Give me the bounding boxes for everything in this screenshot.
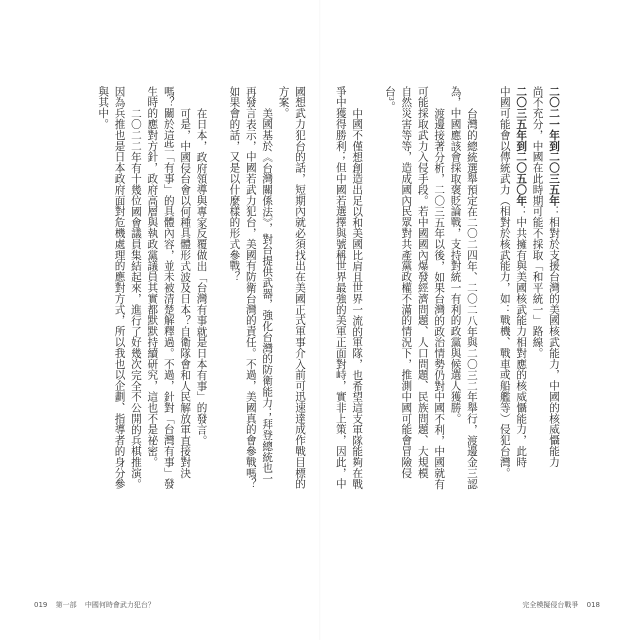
text-line: 美國基於《台灣關係法》，對台提供武器，強化台灣的防衛能力；拜登總統也一 [261, 108, 274, 485]
text-line: 為，中國應該會採取褒貶論戰，支持對統一有利的政黨與候選人獲勝。 [449, 86, 462, 424]
section-heading: 二〇三五年到二〇五〇年 [515, 86, 528, 206]
text-line: 台灣的總統選舉預定在二〇二四年、二〇二八年與二〇三二年舉行，渡邊金三認 [465, 108, 478, 490]
text-line: 中國可能會以傳統武力（相對於核武能力，如：戰機、戰車或船艦等）侵犯台灣。 [498, 86, 511, 479]
book-gutter [319, 0, 321, 640]
text-line: 嗎？關於這些「有事」的具體內容，並未被清楚解釋過。不過，針對「台灣有事」發 [162, 86, 175, 490]
part-label: 第一部 [55, 601, 77, 609]
footnote-marker[interactable]: 3 [386, 96, 394, 102]
left-page-footer [34, 600, 161, 610]
text-line [546, 86, 562, 466]
right-page-footer [522, 600, 606, 610]
page-number: 018 [586, 601, 600, 609]
line-text: ：相對於支援台灣的美國核武能力，中國的核威懾能力 [548, 205, 560, 468]
text-line: 爭中獲得勝利；但中國若選擇與號稱世界最強的美軍正面對峙，實非上策，因此，中 [334, 86, 347, 490]
paragraph-gap [480, 86, 496, 466]
right-page-text [332, 86, 562, 490]
text-line: 國想武力犯台的話，短期內就必須找出在美國正式軍事介入前可迅速達成作戰目標的 [294, 86, 306, 490]
text-line: 因為兵推也是日本政府面對危機處理的應對方式，所以我也以企劃、指導者的身分參 [113, 86, 126, 490]
text-line: 在日本，政府領導與專家反覆做出「台灣有事就是日本有事」的發言。 [195, 108, 208, 447]
text-line: 二〇二二年有十幾位國會議員集結起來，進行了好幾次完全不公開的兵棋推演。 [129, 108, 142, 490]
text-line: 可能採取武力入侵手段。若中國國內爆發經濟問題、人口問題、民族問題、大規模 [416, 86, 429, 479]
text-line [513, 86, 529, 466]
book-title: 完全模擬侵台戰爭 [522, 601, 579, 609]
line-text: ：中共擁有與美國核武能力相對應的核威懾能力，此時 [515, 205, 528, 468]
line-text: 。 [383, 101, 396, 112]
paragraph-gap [365, 86, 381, 466]
left-page-text [95, 86, 308, 490]
text-line: 自然災害等等，造成國內民眾對共產黨政權不滿的情況下，推測中國可能會冒險侵 [400, 86, 413, 479]
text-line: 再發言表示，中國若武力犯台，美國有防衛台灣的責任。不過，美國真的會參戰嗎？ [244, 86, 257, 490]
text-line: 生時的應對方針，政府高層與執政黨議員其實都默默持續研究，這也不是祕密。 [146, 86, 159, 468]
text-line [382, 86, 398, 466]
chapter-title: 中國何時會武力犯台？ [84, 601, 155, 609]
line-text: 台 [383, 86, 396, 97]
section-heading: 二〇二一年到二〇三五年 [548, 86, 560, 206]
text-line: 與其中。 [97, 86, 110, 130]
text-line: 渡邊接著分析，二〇三五年以後，如果台灣的政治情勢仍對中國不利，中國就有 [433, 108, 446, 490]
text-line: 可是，中國侵台會以何種具體形式波及日本？自衛隊會和人民解放軍直接對決 [179, 108, 192, 479]
text-line: 如果會的話，又是以什麼樣的形式參戰？ [228, 86, 241, 283]
text-line: 尚不充分，中國在此時期可能不採取「和平統一」路線。 [531, 86, 544, 359]
page-number: 019 [34, 601, 48, 609]
text-line: 中國不僅想創造出足以和美國比肩且世界一流的軍隊，也希望這支軍隊能夠在戰 [351, 108, 364, 490]
paragraph-gap [210, 86, 226, 466]
text-line: 方案。 [277, 86, 290, 119]
